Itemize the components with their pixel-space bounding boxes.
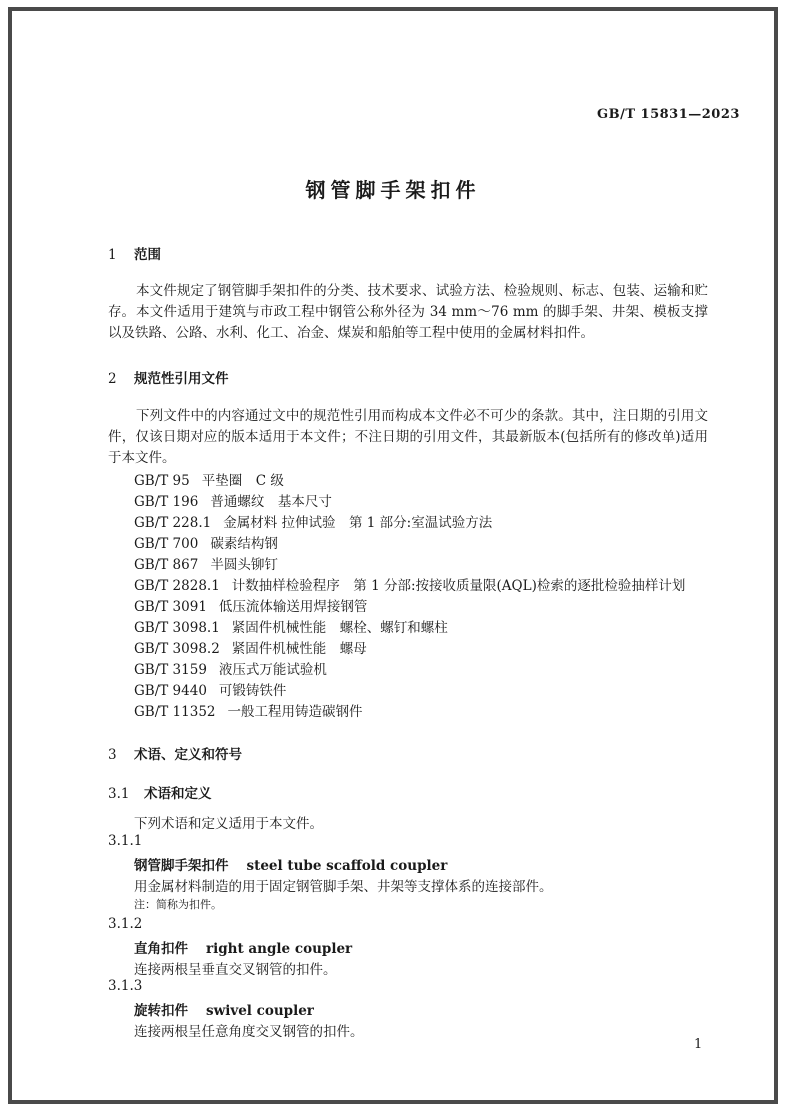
section-title: 规范性引用文件 xyxy=(134,371,229,387)
term-entry xyxy=(134,999,314,1019)
term-en: right angle coupler xyxy=(206,941,353,957)
section-1-heading xyxy=(108,243,161,263)
term-zh: 旋转扣件 xyxy=(134,1003,188,1019)
reference-item xyxy=(134,532,278,552)
reference-code: GB/T 95 xyxy=(134,473,190,489)
reference-item xyxy=(134,553,278,573)
section-3-heading xyxy=(108,743,242,763)
section-number: 3 xyxy=(108,747,117,763)
section-2-heading xyxy=(108,367,229,387)
reference-code: GB/T 700 xyxy=(134,536,199,552)
reference-title: 平垫圈 C 级 xyxy=(201,473,284,489)
reference-title: 碳素结构钢 xyxy=(210,536,278,552)
reference-item xyxy=(134,637,367,657)
reference-title: 可锻铸铁件 xyxy=(218,683,287,699)
term-definition: 用金属材料制造的用于固定钢管脚手架、井架等支撑体系的连接部件。 xyxy=(134,879,553,895)
term-entry xyxy=(134,937,352,957)
reference-code: GB/T 2828.1 xyxy=(134,578,220,594)
reference-item xyxy=(134,490,332,510)
reference-item xyxy=(134,511,492,531)
reference-item xyxy=(134,469,284,489)
term-note: 注：简称为扣件。 xyxy=(134,898,222,911)
reference-title: 一般工程用铸造碳钢件 xyxy=(227,704,363,720)
reference-code: GB/T 11352 xyxy=(134,704,216,720)
section-title: 术语、定义和符号 xyxy=(134,747,242,763)
reference-code: GB/T 3098.1 xyxy=(134,620,220,636)
reference-item xyxy=(134,574,685,594)
reference-title: 金属材料 拉伸试验 第 1 部分:室温试验方法 xyxy=(223,515,493,531)
document-title: 钢管脚手架扣件 xyxy=(305,178,481,202)
paragraph: 本文件适用于建筑与市政工程中钢管公称外径为 34 mm～76 mm 的脚手架、井架、模板支撑以及铁路、公路、水利、化工、冶金、煤炭和船舶等工程中使用的金属材料扣件。 xyxy=(108,304,708,341)
paragraph: 下列术语和定义适用于本文件。 xyxy=(134,816,323,832)
reference-code: GB/T 3159 xyxy=(134,662,207,678)
term-zh: 钢管脚手架扣件 xyxy=(134,858,229,874)
reference-code: GB/T 196 xyxy=(134,494,199,510)
reference-code: GB/T 9440 xyxy=(134,683,207,699)
reference-item xyxy=(134,679,286,699)
reference-title: 紧固件机械性能 螺栓、螺钉和螺柱 xyxy=(231,620,448,636)
reference-item xyxy=(134,700,363,720)
paragraph: 下列文件中的内容通过文中的规范性引用而构成本文件必不可少的条款。其中，注日期的引用文件，仅该日期对应的版本适用于本文件；不注日期的引用文件，其最新版本(包括所有的修改单)适用于本文件。 xyxy=(108,408,708,466)
reference-title: 低压流体输送用焊接钢管 xyxy=(218,599,368,615)
subsection-heading xyxy=(108,782,212,802)
reference-title: 紧固件机械性能 螺母 xyxy=(231,641,367,657)
clause-number: 3.1.1 xyxy=(108,833,143,849)
reference-code: GB/T 3091 xyxy=(134,599,207,615)
reference-item xyxy=(134,616,448,636)
reference-title: 半圆头铆钉 xyxy=(210,557,278,573)
document-page xyxy=(8,7,778,1104)
term-zh: 直角扣件 xyxy=(134,941,188,957)
reference-code: GB/T 867 xyxy=(134,557,199,573)
reference-title: 普通螺纹 基本尺寸 xyxy=(210,494,332,510)
standard-number: GB/T 15831—2023 xyxy=(597,107,740,122)
reference-code: GB/T 228.1 xyxy=(134,515,212,531)
subsection-number: 3.1 xyxy=(108,786,130,802)
reference-title: 液压式万能试验机 xyxy=(218,662,327,678)
section-title: 范围 xyxy=(134,247,161,263)
term-definition: 连接两根呈任意角度交叉钢管的扣件。 xyxy=(134,1024,364,1040)
reference-code: GB/T 3098.2 xyxy=(134,641,220,657)
reference-item xyxy=(134,658,327,678)
page-number: 1 xyxy=(694,1037,703,1052)
term-en: steel tube scaffold coupler xyxy=(246,858,448,874)
clause-number: 3.1.2 xyxy=(108,916,143,932)
subsection-title: 术语和定义 xyxy=(144,786,212,802)
paragraph: 本文件规定了钢管脚手架扣件的分类、技术要求、试验方法、检验规则、标志、包装、运输和贮存。 xyxy=(108,283,708,320)
term-entry xyxy=(134,854,447,874)
section-number: 2 xyxy=(108,371,117,387)
clause-number: 3.1.3 xyxy=(108,978,143,994)
reference-item xyxy=(134,595,367,615)
term-definition: 连接两根呈垂直交叉钢管的扣件。 xyxy=(134,962,337,978)
term-en: swivel coupler xyxy=(206,1003,314,1019)
reference-title: 计数抽样检验程序 第 1 分部:按接收质量限(AQL)检索的逐批检验抽样计划 xyxy=(231,578,686,594)
section-number: 1 xyxy=(108,247,117,263)
